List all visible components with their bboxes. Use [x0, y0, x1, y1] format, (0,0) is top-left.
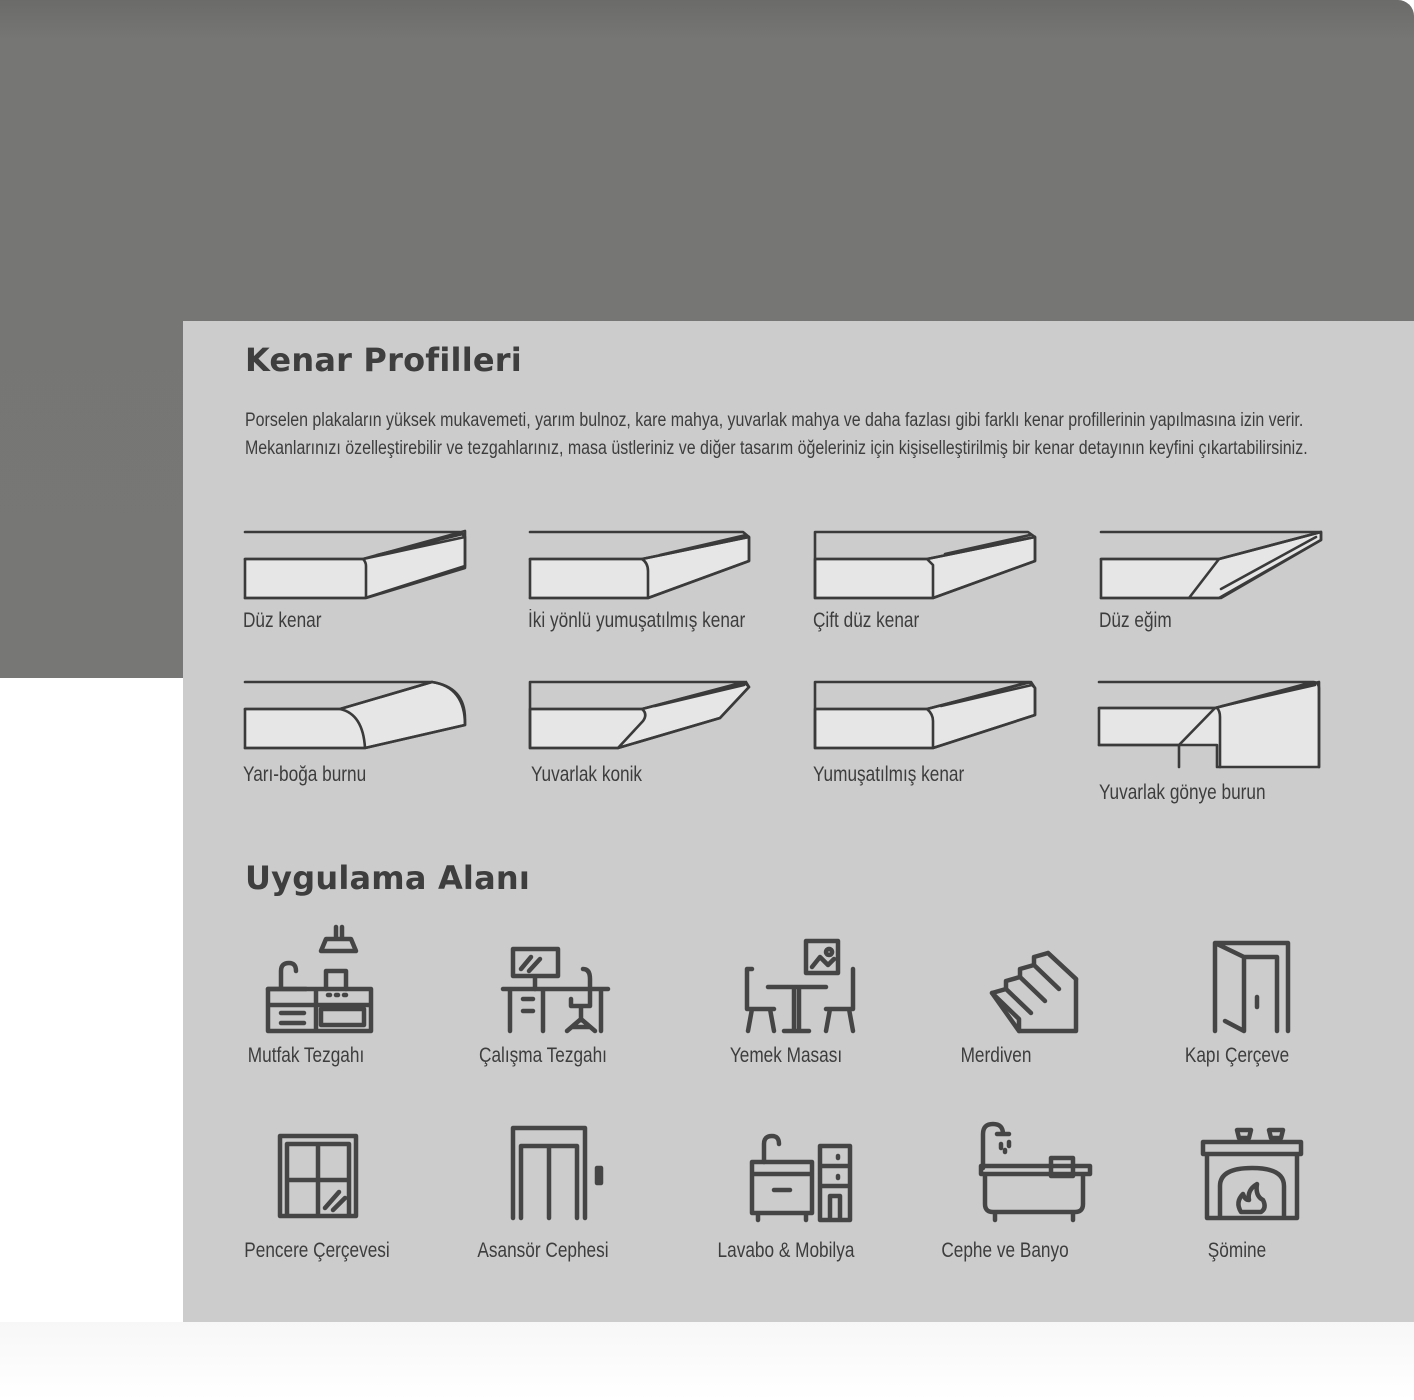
- straight-bevel-icon: [1101, 531, 1323, 601]
- fireplace-icon: [1137, 1116, 1337, 1236]
- app-fireplace: [1137, 1116, 1337, 1276]
- profile-straight-bevel: [1101, 531, 1341, 671]
- profile-round-taper: [530, 681, 770, 821]
- app-door-frame: [1137, 921, 1337, 1081]
- work-desk-icon: [443, 921, 643, 1041]
- elevator-facade-icon: [443, 1116, 643, 1236]
- profile-label: Yuvarlak gönye burun: [1099, 781, 1266, 804]
- straight-edge-icon: [245, 531, 467, 601]
- edge-profiles-title: Kenar Profilleri: [245, 341, 522, 379]
- profile-double-eased-edge: [530, 531, 770, 671]
- content-panel: [183, 321, 1414, 1322]
- app-label: Mutfak Tezgahı: [247, 1044, 365, 1067]
- app-label: Cephe ve Banyo: [941, 1239, 1069, 1262]
- app-label: Asansör Cephesi: [477, 1239, 609, 1262]
- app-work-desk: [443, 921, 643, 1081]
- profile-straight-edge: [245, 531, 485, 671]
- edge-profiles-description: Porselen plakaların yüksek mukavemeti, yarım bulnoz, kare mahya, yuvarlak mahya ve daha fazlası gibi farklı kenar profillerinin yapılmasına izin verir. Mekanlarınızı özelleştirebilir ve tezgahlarınız, masa üstleriniz ve diğer tasarım öğeleriniz için kişiselleştirilmiş bir kenar detayının keyfini çıkartabilirsiniz.: [245, 410, 1308, 459]
- sink-furniture-icon: [686, 1116, 886, 1236]
- double-eased-edge-icon: [530, 531, 752, 601]
- door-frame-icon: [1137, 921, 1337, 1041]
- dining-table-icon: [686, 921, 886, 1041]
- app-bathtub: [905, 1116, 1105, 1276]
- profile-half-bullnose: [245, 681, 485, 821]
- app-dining-table: [686, 921, 886, 1081]
- app-label: Lavabo & Mobilya: [717, 1239, 855, 1262]
- app-label: Kapı Çerçeve: [1184, 1044, 1290, 1067]
- kitchen-counter-icon: [206, 921, 406, 1041]
- app-label: Yemek Masası: [729, 1044, 843, 1067]
- app-label: Çalışma Tezgahı: [479, 1044, 607, 1067]
- bathtub-icon: [905, 1116, 1105, 1236]
- round-miter-nose-icon: [1099, 681, 1321, 771]
- window-frame-icon: [217, 1116, 417, 1236]
- eased-edge-icon: [815, 681, 1037, 751]
- app-kitchen-counter: [206, 921, 406, 1081]
- app-label: Şömine: [1207, 1239, 1267, 1262]
- application-area-title: Uygulama Alanı: [245, 859, 531, 897]
- profile-double-straight-edge: [815, 531, 1055, 671]
- profile-label: Yuvarlak konik: [531, 763, 643, 786]
- app-label: Pencere Çerçevesi: [244, 1239, 390, 1262]
- stairs-icon: [896, 921, 1096, 1041]
- half-bullnose-icon: [245, 681, 467, 751]
- profile-label: Yumuşatılmış kenar: [813, 763, 965, 786]
- app-stairs: [896, 921, 1096, 1081]
- profile-label: Yarı-boğa burnu: [243, 763, 367, 786]
- profile-label: Çift düz kenar: [813, 609, 920, 632]
- app-elevator-facade: [443, 1116, 643, 1276]
- profile-label: Düz eğim: [1099, 609, 1172, 632]
- app-sink-furniture: [686, 1116, 886, 1276]
- profile-eased-edge: [815, 681, 1055, 821]
- profile-round-miter-nose: [1099, 681, 1339, 821]
- bottom-background: [0, 1322, 1414, 1400]
- app-window-frame: [217, 1116, 417, 1276]
- profile-label: Düz kenar: [243, 609, 322, 632]
- app-label: Merdiven: [960, 1044, 1032, 1067]
- profile-label: İki yönlü yumuşatılmış kenar: [528, 609, 746, 632]
- double-straight-edge-icon: [815, 531, 1037, 601]
- round-taper-icon: [530, 681, 752, 751]
